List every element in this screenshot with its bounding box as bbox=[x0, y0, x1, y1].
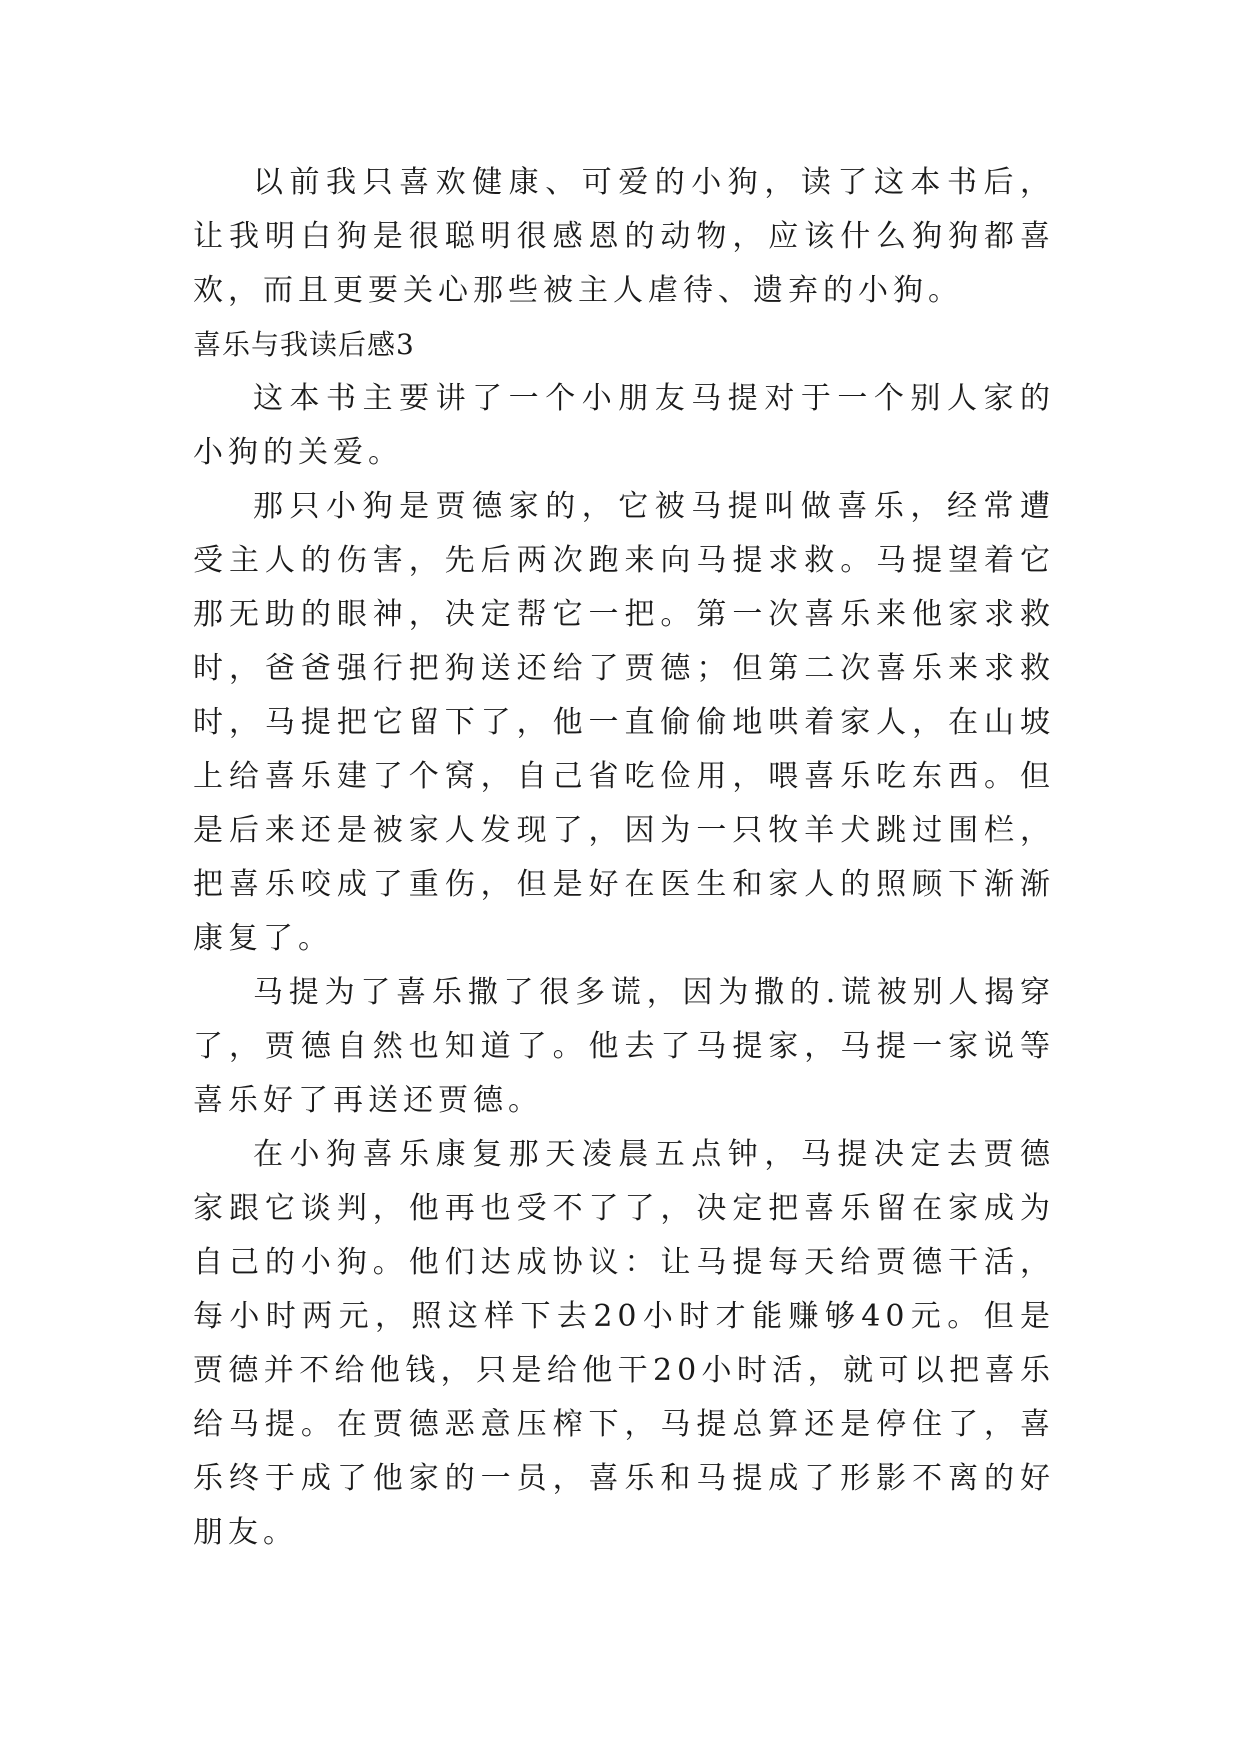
document-page bbox=[193, 156, 1055, 1560]
paragraph-intro: 以前我只喜欢健康、可爱的小狗，读了这本书后，让我明白狗是很聪明很感恩的动物，应该什么狗狗都喜欢，而且更要关心那些被主人虐待、遗弃的小狗。 bbox=[193, 165, 1055, 308]
paragraph-4: 在小狗喜乐康复那天凌晨五点钟，马提决定去贾德家跟它谈判，他再也受不了了，决定把喜乐留在家成为自己的小狗。他们达成协议：让马提每天给贾德干活，每小时两元，照这样下去20小时才能赚够40元。但是贾德并不给他钱，只是给他干20小时活，就可以把喜乐给马提。在贾德恶意压榨下，马提总算还是停住了，喜乐终于成了他家的一员，喜乐和马提成了形影不离的好朋友。 bbox=[193, 1137, 1055, 1550]
paragraph-2: 那只小狗是贾德家的，它被马提叫做喜乐，经常遭受主人的伤害，先后两次跑来向马提求救。马提望着它那无助的眼神，决定帮它一把。第一次喜乐来他家求救时，爸爸强行把狗送还给了贾德；但第二次喜乐来求救时，马提把它留下了，他一直偷偷地哄着家人，在山坡上给喜乐建了个窝，自己省吃俭用，喂喜乐吃东西。但是后来还是被家人发现了，因为一只牧羊犬跳过围栏，把喜乐咬成了重伤，但是好在医生和家人的照顾下渐渐康复了。 bbox=[193, 489, 1055, 956]
section-title: 喜乐与我读后感3 bbox=[193, 328, 415, 361]
paragraph-3: 马提为了喜乐撒了很多谎，因为撒的.谎被别人揭穿了，贾德自然也知道了。他去了马提家，马提一家说等喜乐好了再送还贾德。 bbox=[193, 975, 1055, 1118]
paragraph-1: 这本书主要讲了一个小朋友马提对于一个别人家的小狗的关爱。 bbox=[193, 381, 1055, 470]
